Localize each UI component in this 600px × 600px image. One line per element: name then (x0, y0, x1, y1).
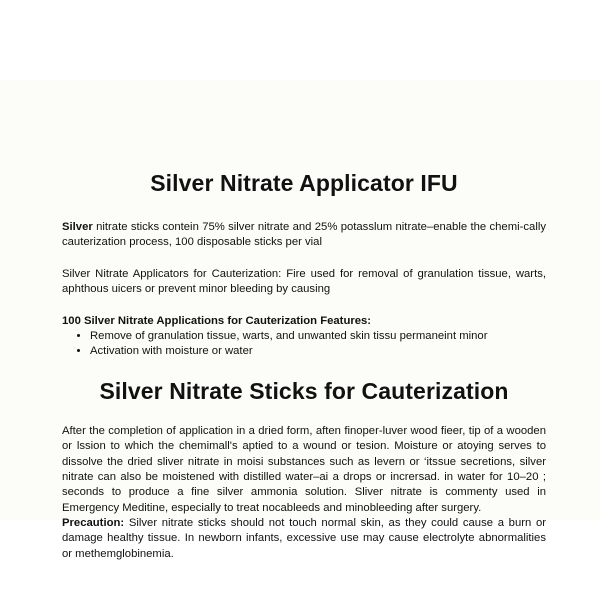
features-list (62, 329, 546, 359)
document-content (62, 170, 546, 562)
precaution-label: Precaution: (62, 516, 125, 529)
intro-text: nitrate sticks contein 75% silver nitrate and 25% potasslum nitrate–enable the chemi-cally cauterization process, 100 disposable sticks per vial (62, 221, 546, 249)
features-heading: 100 Silver Nitrate Applications for Cauterization Features: (62, 315, 372, 328)
page-title: Silver Nitrate Applicator IFU (150, 170, 458, 196)
precaution-text: Silver nitrate sticks should not touch normal skin, as they could cause a burn or damage healthy tissue. In newborn infants, excessive use may cause electrolyte abnormalities or methemglobinemia. (62, 516, 546, 560)
list-item: • Remove of granulation tissue, warts, and unwanted skin tissu permaneint minor (90, 329, 546, 344)
section-title: Silver Nitrate Sticks for Cauterization (99, 378, 509, 405)
intro-paragraph (62, 220, 546, 251)
precaution-paragraph (62, 516, 546, 562)
intro-lead: Silver (62, 221, 93, 233)
body-paragraph: After the completion of application in a dried form, aften finoper-luver wood fieer, tip of a wooden or lssion to which the chemimall's aptied to a wound or tesion. Moisture or atoying serves to dissolve the dried sliver nitrate in moisi substances such as levern or ‘itssue secretions, silver nitrate can also be moistened with distilled water–ai a drops or incrersad. in water for 10–20 ; seconds to produce a fine silver ammonia solution. Sliver nitrate is commenty used in Emergency Meditine, especially to treat nocableeds and minobleeding after surgery. (62, 425, 546, 514)
list-item: • Activation with moisture or water (90, 344, 546, 359)
document-sheet (0, 80, 600, 560)
applicators-paragraph: Silver Nitrate Applicators for Cauterization: Fire used for removal of granulation tissue, warts, aphthous uicers or prevent minor bleeding by causing (62, 267, 546, 295)
